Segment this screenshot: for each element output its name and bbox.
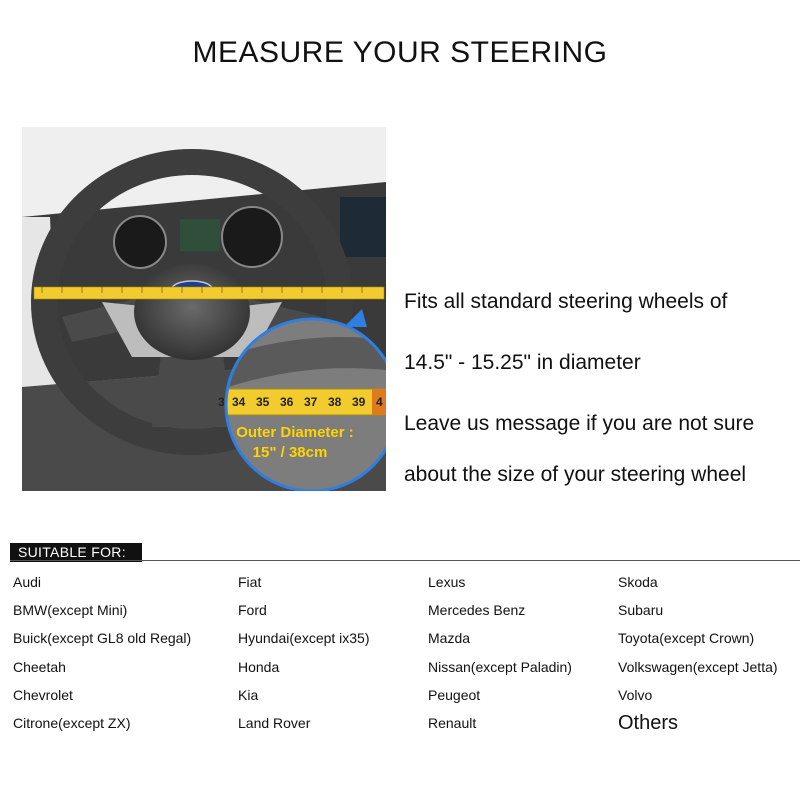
tape-number: 36	[280, 395, 294, 409]
outer-diameter-value: 15" / 38cm	[252, 444, 328, 461]
brand-item: Honda	[238, 659, 280, 675]
tape-number: 4	[376, 395, 383, 409]
info-line-1: Fits all standard steering wheels of	[404, 290, 728, 313]
brand-item: Nissan(except Paladin)	[428, 659, 572, 675]
page-title: MEASURE YOUR STEERING	[192, 36, 608, 69]
suitable-for-label: SUITABLE FOR:	[10, 543, 142, 562]
info-line-2: 14.5" - 15.25" in diameter	[404, 351, 641, 374]
brand-item: Volkswagen(except Jetta)	[618, 659, 778, 675]
brand-item: Others	[618, 712, 679, 734]
tape-number: 34	[232, 395, 246, 409]
brand-item: Ford	[238, 602, 267, 618]
brand-item: Chevrolet	[13, 687, 73, 703]
brand-item: Mercedes Benz	[428, 602, 526, 618]
brand-item: Cheetah	[13, 659, 66, 675]
brand-item: Subaru	[618, 602, 664, 618]
brand-item: Land Rover	[238, 715, 311, 731]
brand-item: Buick(except GL8 old Regal)	[13, 630, 192, 646]
brand-item: Peugeot	[428, 687, 481, 703]
brand-item: BMW(except Mini)	[13, 602, 128, 618]
tape-number: 37	[304, 395, 318, 409]
info-line-3: Leave us message if you are not sure	[404, 412, 755, 435]
info-line-4: about the size of your steering wheel	[404, 463, 747, 486]
brand-item: Kia	[238, 687, 259, 703]
brand-item: Citrone(except ZX)	[13, 715, 131, 731]
brand-item: Audi	[13, 574, 42, 590]
tape-number: 3	[218, 395, 225, 409]
brand-item: Volvo	[618, 687, 653, 703]
tape-number: 38	[328, 395, 342, 409]
outer-diameter-label: Outer Diameter :	[236, 424, 354, 441]
tape-number: 39	[352, 395, 366, 409]
tape-number: 35	[256, 395, 270, 409]
brand-item: Renault	[428, 715, 477, 731]
brand-item: Mazda	[428, 630, 471, 646]
brand-item: Toyota(except Crown)	[618, 630, 755, 646]
brand-item: Skoda	[618, 574, 658, 590]
brand-item: Lexus	[428, 574, 466, 590]
brand-item: Fiat	[238, 574, 262, 590]
brand-item: Hyundai(except ix35)	[238, 630, 370, 646]
